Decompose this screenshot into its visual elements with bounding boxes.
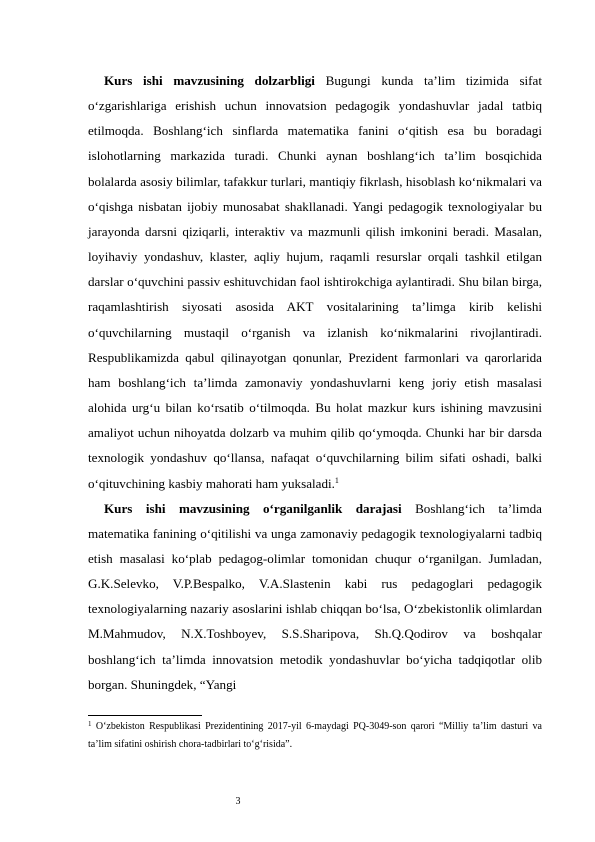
footnote-text: O‘zbekiston Respublikasi Prezidentining 2017-yil 6-maydagi PQ-3049-son qarori “Milliy ta’lim dasturi va ta’lim sifatini oshirish chora-tadbirlari to‘g‘risida”. (88, 721, 542, 750)
paragraph-relevance (88, 68, 542, 496)
heading-relevance: Kurs ishi mavzusining dolzarbligi (104, 73, 315, 88)
footnote-mark: 1 (88, 720, 92, 728)
paragraph-relevance-body: Bugungi kunda ta’lim tizimida sifat o‘zgarishlariga erishish uchun innovatsion pedagogik yondashuvlar jadal tatbiq etilmoqda. Boshlang‘ich sinflarda matematika fanini o‘qitish esa bu boradagi islohotlarning markazida turadi. Chunki aynan boshlang‘ich ta’lim bosqichida bolalarda asosiy bilimlar, tafakkur turlari, mantiqiy fikrlash, hisoblash ko‘nikmalari va o‘qishga nisbatan ijobiy munosabat shakllanadi. Yangi pedagogik texnologiyalar bu jarayonda darsni qiziqarli, interaktiv va mazmunli qilish imkonini beradi. Masalan, loyihaviy yondashuv, klaster, aqliy hujum, raqamli resurslar orqali tashkil etilgan darslar o‘quvchini passiv eshituvchidan faol ishtirokchiga aylantiradi. Shu bilan birga, raqamlashtirish siyosati asosida AKT vositalarining ta’limga kirib kelishi o‘quvchilarning mustaqil o‘rganish va izlanish ko‘nikmalarini rivojlantiradi. Respublikamizda qabul qilinayotgan qonunlar, Prezident farmonlari va qarorlarida ham boshlang‘ich ta’limda zamonaviy yondashuvlarni keng joriy etish masalasi alohida urg‘u bilan ko‘rsatib o‘tilmoqda. Bu holat mazkur kurs ishining mavzusini amaliyot uchun nihoyatda dolzarb va muhim qilib qo‘ymoqda. Chunki har bir darsda texnologik yondashuv qo‘llansa, nafaqat o‘quvchilarning bilim sifati oshadi, balki o‘qituvchining kasbiy mahorati ham yuksaladi. (88, 73, 542, 491)
main-text (88, 68, 542, 697)
footnote (88, 718, 542, 754)
page-number: 3 (235, 796, 241, 807)
heading-study-level: Kurs ishi mavzusining o‘rganilganlik darajasi (104, 500, 402, 516)
footnote-separator (88, 715, 202, 716)
paragraph-study-level-body: Boshlang‘ich ta’limda matematika fanining o‘qitilishi va unga zamonaviy pedagogik texnologiyalarni tadbiq etish masalasi ko‘plab pedagog-olimlar tomonidan chuqur o‘rganilgan. Jumladan, G.K.Selevko, V.P.Bespalko, V.A.Slastenin kabi rus pedagoglari pedagogik texnologiyalarning nazariy asoslarini ishlab chiqqan bo‘lsa, O‘zbekistonlik olimlardan M.Mahmudov, N.X.Toshboyev, S.S.Sharipova, Sh.Q.Qodirov va boshqalar boshlang‘ich ta’limda innovatsion metodik yondashuvlar bo‘yicha tadqiqotlar olib borgan. Shuningdek, “Yangi (88, 500, 542, 692)
paragraph-study-level (88, 496, 542, 697)
footnote-reference[interactable]: 1 (334, 475, 339, 485)
